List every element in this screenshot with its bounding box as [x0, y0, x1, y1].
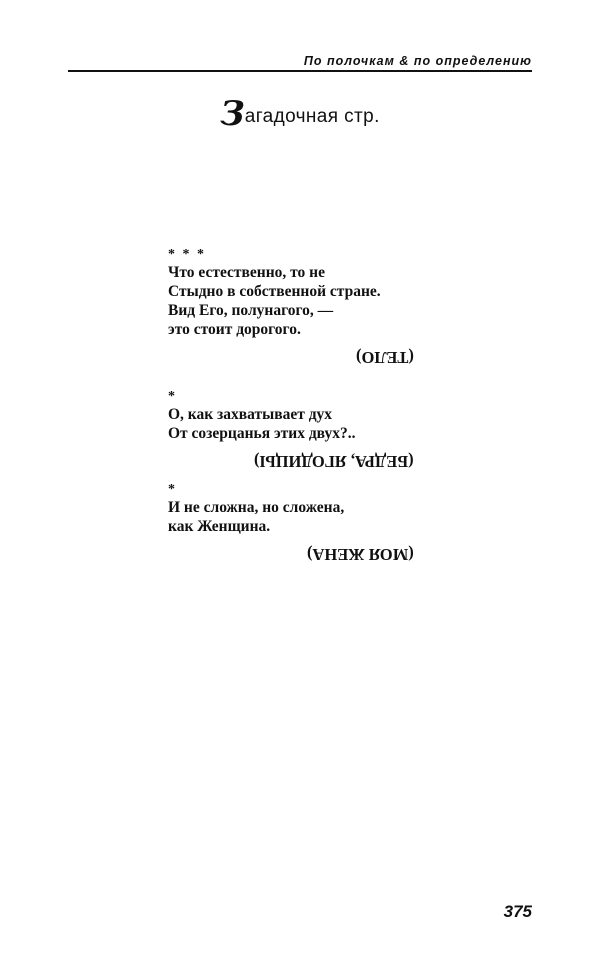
- page-title: [0, 94, 600, 137]
- riddle-answer-text: (БЕДРА, ЯГОДИЦЫ): [254, 452, 414, 471]
- title-initial-letter: З: [220, 94, 245, 134]
- riddle-line: Что естественно, то не: [168, 264, 325, 281]
- riddle-answer-text: (ТЕЛО): [356, 348, 414, 367]
- riddle-line: О, как захватывает дух: [168, 406, 333, 423]
- riddle-answer: [168, 347, 414, 367]
- riddle-line: И не сложна, но сложена,: [168, 499, 345, 516]
- title-rest: агадочная стр.: [244, 106, 380, 127]
- riddle-line: Стыдно в собственной стране.: [168, 283, 381, 300]
- riddle-separator: * * *: [168, 247, 206, 262]
- riddle-answer-text: (МОЯ ЖЕНА): [307, 545, 414, 564]
- riddle-separator: *: [168, 482, 177, 497]
- running-head: По полочкам & по определению: [68, 52, 532, 72]
- page-number: 375: [503, 902, 532, 921]
- riddle-separator: *: [168, 389, 177, 404]
- riddle-answer: [168, 451, 414, 471]
- riddle-1: [168, 247, 414, 367]
- riddle-line: От созерцанья этих двух?..: [168, 425, 356, 442]
- riddle-line: это стоит дорогого.: [168, 321, 301, 338]
- riddle-line: Вид Его, полунагого, —: [168, 302, 334, 319]
- riddle-3: [168, 482, 414, 564]
- riddle-answer: [168, 544, 414, 564]
- riddle-2: [168, 389, 414, 471]
- riddle-line: как Женщина.: [168, 518, 271, 535]
